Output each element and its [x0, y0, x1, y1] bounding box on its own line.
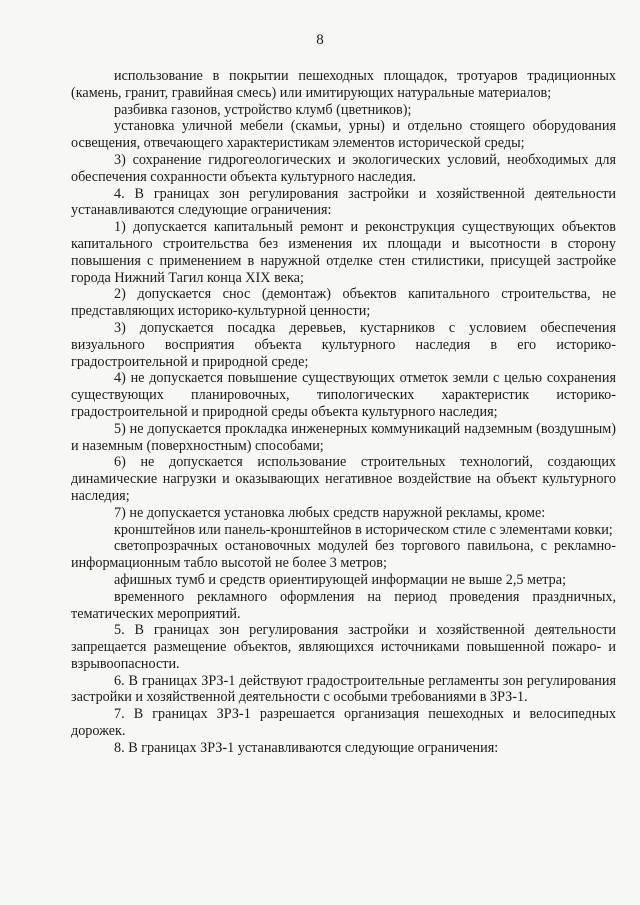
paragraph: 4. В границах зон регулирования застройки и хозяйственной деятельности устанавливаются следующие ограничения:	[71, 185, 616, 219]
paragraph: 5) не допускается прокладка инженерных коммуникаций надземным (воздушным) и наземным (поверхностным) способами;	[71, 420, 616, 454]
paragraph: 3) допускается посадка деревьев, кустарников с условием обеспечения визуального восприятия объекта культурного наследия в его историко-градостроительной и природной среде;	[71, 319, 616, 370]
paragraph: временного рекламного оформления на период проведения праздничных, тематических мероприятий.	[71, 588, 616, 622]
paragraph: 3) сохранение гидрогеологических и экологических условий, необходимых для обеспечения сохранности объекта культурного наследия.	[71, 151, 616, 185]
paragraph: 5. В границах зон регулирования застройки и хозяйственной деятельности запрещается размещение объектов, являющихся источниками повышенной пожаро- и взрывоопасности.	[71, 622, 616, 672]
document-body	[71, 68, 616, 757]
paragraph: 6. В границах ЗРЗ-1 действуют градостроительные регламенты зон регулирования застройки и хозяйственной деятельности с особыми требованиями в ЗРЗ-1.	[71, 672, 616, 706]
paragraph: 7. В границах ЗРЗ-1 разрешается организация пешеходных и велосипедных дорожек.	[71, 706, 616, 740]
paragraph: афишных тумб и средств ориентирующей информации не выше 2,5 метра;	[114, 571, 567, 588]
paragraph: использование в покрытии пешеходных площадок, тротуаров традиционных (камень, гранит, гравийная смесь) или имитирующих натуральные материалов;	[71, 68, 616, 101]
paragraph: светопрозрачных остановочных модулей без торгового павильона, с рекламно-информационным табло высотой не более 3 метров;	[71, 538, 616, 572]
paragraph: установка уличной мебели (скамьи, урны) и отдельно стоящего оборудования освещения, отвечающего характеристикам элементов исторической среды;	[71, 118, 616, 152]
page-number: 8	[316, 32, 324, 48]
paragraph: кронштейнов или панель-кронштейнов в историческом стиле с элементами ковки;	[114, 521, 613, 538]
paragraph: 6) не допускается использование строительных технологий, создающих динамические нагрузки и оказывающих негативное воздействие на объект культурного наследия;	[71, 454, 616, 504]
paragraph: 8. В границах ЗРЗ-1 устанавливаются следующие ограничения:	[114, 739, 499, 756]
paragraph: 1) допускается капитальный ремонт и реконструкция существующих объектов капитального строительства без изменения их площади и высотности в сторону повышения с применением в наружной отделке стен стилистики, присущей застройке города Нижний Тагил конца XIX века;	[71, 219, 616, 286]
paragraph: 4) не допускается повышение существующих отметок земли с целью сохранения существующих планировочных, типологических характеристик историко-градостроительной и природной среды объекта культурного наследия;	[71, 370, 616, 420]
paragraph: 2) допускается снос (демонтаж) объектов капитального строительства, не представляющих историко-культурной ценности;	[71, 286, 616, 320]
paragraph: 7) не допускается установка любых средств наружной рекламы, кроме:	[114, 504, 546, 521]
paragraph: разбивка газонов, устройство клумб (цветников);	[114, 101, 412, 118]
